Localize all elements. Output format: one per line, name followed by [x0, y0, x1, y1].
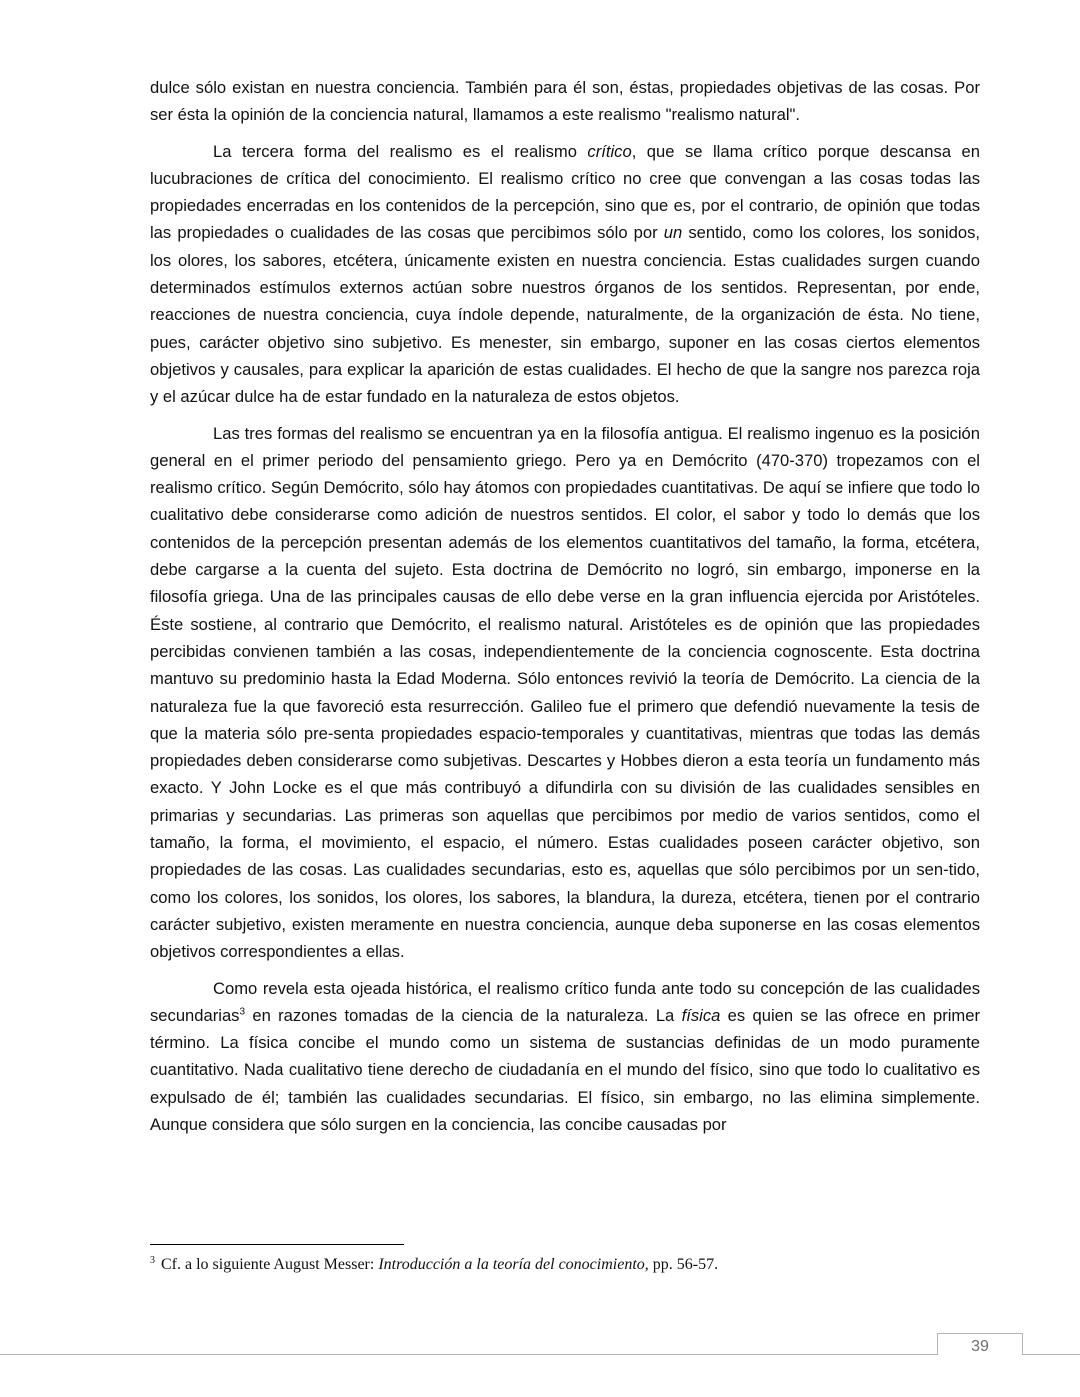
- footnote-text-end: , pp. 56-57.: [644, 1256, 719, 1273]
- paragraph-text: dulce sólo existan en nuestra conciencia. También para él son, éstas, propiedades objetivas de las cosas. Por ser ésta la opinión de la conciencia natural, llamamos a este realismo "realismo natural".: [150, 78, 980, 125]
- paragraph-text: , que se llama crítico porque descansa en lucubraciones de crítica del conocimiento. El realismo crítico no cree que convengan a las cosas todas las propiedades encerradas en los contenidos de la percepción, sino que es, por el contrario, de opinión que todas las propiedades o cualidades de las cosas que percibimos sólo por: [150, 141, 980, 243]
- paragraph-text: es quien se las ofrece en primer término. La física concibe el mundo como un sistema de sustancias definidas de un modo puramente cuantitativo. Nada cualitativo tiene derecho de ciudadanía en el mundo del físico, sino que todo lo cualitativo es expulsado de él; también las cualidades secundarias. El físico, sin embargo, no las elimina simplemente. Aunque considera que sólo surgen en la conciencia, las concibe causadas por: [150, 1005, 981, 1134]
- paragraph: [150, 420, 980, 966]
- page-number: 39: [971, 1338, 989, 1355]
- footer-rule: [1022, 1354, 1080, 1355]
- paragraph-text: en razones tomadas de la ciencia de la naturaleza. La: [245, 1005, 682, 1025]
- footnote-reference[interactable]: 3: [239, 1006, 246, 1018]
- footer-rule: [0, 1354, 938, 1355]
- body-text: [150, 74, 980, 1138]
- italic-term: un: [663, 223, 683, 243]
- footnote: [150, 1253, 980, 1277]
- paragraph-text: La tercera forma del realismo es el realismo: [213, 141, 588, 161]
- footnote-book-title: Introducción a la teoría del conocimiento: [378, 1256, 645, 1273]
- italic-term: física: [681, 1005, 721, 1025]
- paragraph: [150, 74, 980, 129]
- paragraph: [150, 975, 980, 1139]
- footnote-marker: 3: [150, 1254, 155, 1266]
- italic-term: crítico: [587, 141, 632, 161]
- paragraph: [150, 138, 980, 411]
- paragraph-text: sentido, como los colores, los sonidos, los olores, los sabores, etcétera, únicamente existen en nuestra conciencia. Estas cualidades surgen cuando determinados estímulos externos actúan sobre nuestros órganos de los sentidos. Representan, por ende, reacciones de nuestra conciencia, cuya índole depende, naturalmente, de la organización de ésta. No tiene, pues, carácter objetivo sino subjetivo. Es menester, sin embargo, suponer en las cosas ciertos elementos objetivos y causales, para explicar la aparición de estas cualidades. El hecho de que la sangre nos parezca roja y el azúcar dulce ha de estar fundado en la naturaleza de estos objetos.: [150, 223, 980, 407]
- paragraph-text: Las tres formas del realismo se encuentran ya en la filosofía antigua. El realismo ingenuo es la posición general en el primer periodo del pensamiento griego. Pero ya en Demócrito (470-370) tropezamos con el realismo crítico. Según Demócrito, sólo hay átomos con propiedades cuantitativas. De aquí se infiere que todo lo cualitativo debe considerarse como adición de nuestros sentidos. El color, el sabor y todo lo demás que los contenidos de la percepción presentan además de los elementos cuantitativos del tamaño, la forma, etcétera, debe cargarse a la cuenta del sujeto. Esta doctrina de Demócrito no logró, sin embargo, imponerse en la filosofía griega. Una de las principales causas de ello debe verse en la gran influencia ejercida por Aristóteles. Éste sostiene, al contrario que Demócrito, el realismo natural. Aristóteles es de opinión que las propiedades percibidas convienen también a las cosas, independientemente de la conciencia cognoscente. Esta doctrina mantuvo su predominio hasta la Edad Moderna. Sólo entonces revivió la teoría de Demócrito. La ciencia de la naturaleza fue la que favoreció esta resurrección. Galileo fue el primero que defendió nuevamente la tesis de que la materia sólo pre-senta propiedades espacio-temporales y cuantitativas, mientras que todas las demás propiedades deben considerarse como subjetivas. Descartes y Hobbes dieron a esta teoría un fundamento más exacto. Y John Locke es el que más contribuyó a difundirla con su división de las cualidades sensibles en primarias y secundarias. Las primeras son aquellas que percibimos por medio de varios sentidos, como el tamaño, la forma, el movimiento, el espacio, el número. Estas cualidades poseen carácter objetivo, son propiedades de las cosas. Las cualidades secundarias, esto es, aquellas que sólo percibimos por un sen-tido, como los colores, los sonidos, los olores, los sabores, la blandura, la dureza, etcétera, tienen por el contrario carácter subjetivo, existen meramente en nuestra conciencia, aunque deba suponerse en las cosas elementos objetivos correspondientes a ellas.: [150, 423, 980, 962]
- footnote-text: Cf. a lo siguiente August Messer:: [161, 1256, 379, 1273]
- footnote-separator: [150, 1244, 404, 1245]
- paragraph-text: Como revela esta ojeada histórica, el realismo crítico funda ante todo su concepción de las cualidades secundarias: [150, 978, 980, 1025]
